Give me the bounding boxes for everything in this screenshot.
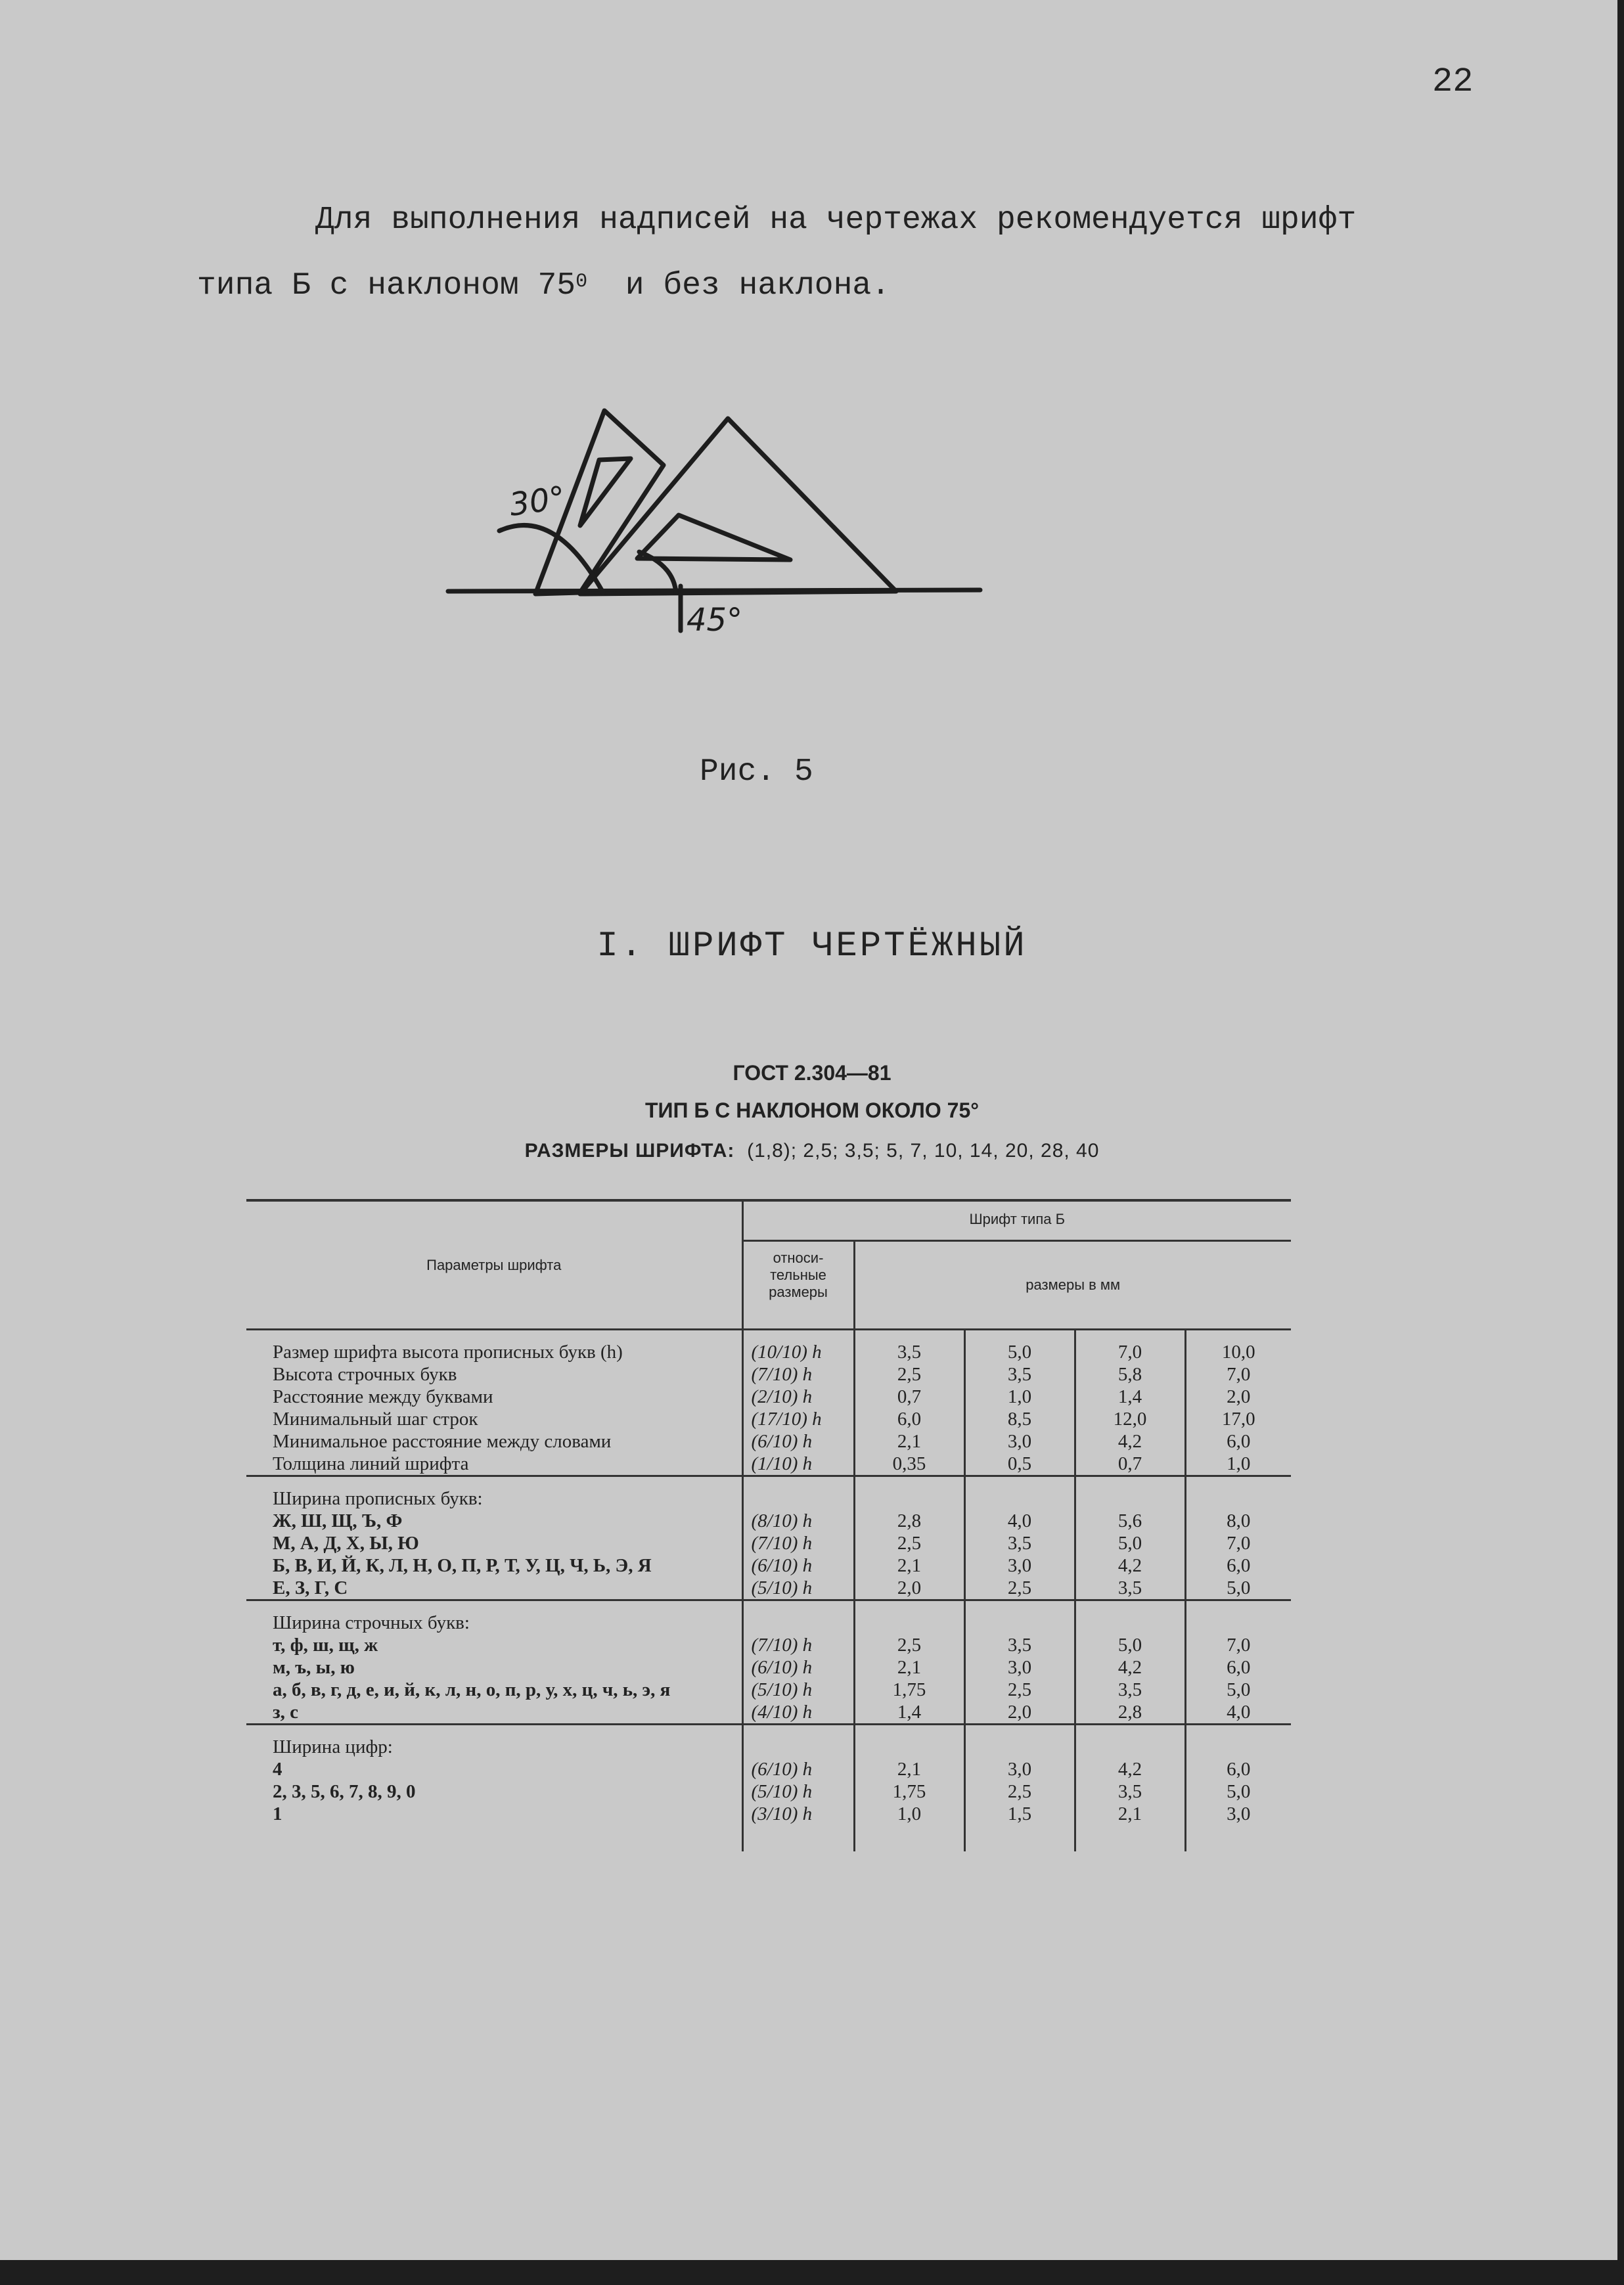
param-cell: Толщина линий шрифта — [273, 1453, 469, 1474]
sizes-label: РАЗМЕРЫ ШРИФТА: — [524, 1140, 735, 1162]
relative-cell: (1/10) h — [742, 1453, 854, 1476]
value-cell: 5,6 — [1075, 1510, 1185, 1532]
value-cell: 2,5 — [964, 1780, 1075, 1803]
value-cell: 0,35 — [854, 1453, 964, 1476]
value-cell: 3,0 — [964, 1758, 1075, 1780]
table-body — [246, 1330, 1291, 1852]
degree-superscript: 0 — [575, 271, 588, 293]
value-cell: 3,0 — [1185, 1803, 1291, 1825]
value-cell: 2,1 — [854, 1554, 964, 1577]
figure-caption: Рис. 5 — [700, 754, 813, 790]
relative-cell: (6/10) h — [742, 1656, 854, 1679]
intro-line-1: Для выполнения надписей на чертежах рекомендуется шрифт — [315, 202, 1357, 238]
param-cell: 2, 3, 5, 6, 7, 8, 9, 0 — [273, 1781, 416, 1802]
table-row — [246, 1510, 1291, 1532]
table-row — [246, 1679, 1291, 1701]
value-cell: 2,8 — [1075, 1701, 1185, 1725]
angle-30-label: 30° — [507, 479, 568, 524]
section-heading-row — [246, 1736, 1291, 1758]
param-cell: а, б, в, г, д, е, и, й, к, л, н, о, п, р, у, х, ц, ч, ь, э, я — [273, 1679, 671, 1700]
value-cell: 4,2 — [1075, 1656, 1185, 1679]
table-row — [246, 1453, 1291, 1476]
value-cell: 2,1 — [854, 1758, 964, 1780]
section-spacer — [246, 1330, 1291, 1342]
value-cell: 2,5 — [964, 1679, 1075, 1701]
value-cell: 3,0 — [964, 1430, 1075, 1453]
param-cell: з, с — [273, 1702, 299, 1723]
value-cell: 12,0 — [1075, 1408, 1185, 1430]
relative-cell: (5/10) h — [742, 1780, 854, 1803]
value-cell: 4,0 — [1185, 1701, 1291, 1725]
param-cell: Высота строчных букв — [273, 1364, 457, 1385]
intro-line-2-end: и без наклона. — [587, 268, 890, 304]
section-heading-row — [246, 1487, 1291, 1510]
value-cell: 4,2 — [1075, 1758, 1185, 1780]
value-cell: 2,5 — [854, 1363, 964, 1386]
relative-cell: (7/10) h — [742, 1532, 854, 1554]
param-cell: Расстояние между буквами — [273, 1386, 493, 1407]
value-cell: 0,7 — [1075, 1453, 1185, 1476]
value-cell: 4,0 — [964, 1510, 1075, 1532]
triangle-45-inner — [637, 515, 790, 560]
triangle-30-inner — [580, 459, 631, 526]
header-mm: размеры в мм — [854, 1241, 1291, 1330]
value-cell: 2,1 — [854, 1656, 964, 1679]
font-parameters-table — [246, 1199, 1291, 1851]
value-cell: 6,0 — [1185, 1758, 1291, 1780]
intro-line-2 — [197, 253, 1445, 319]
table-row — [246, 1430, 1291, 1453]
section-heading-row — [246, 1612, 1291, 1634]
value-cell: 3,5 — [964, 1634, 1075, 1656]
value-cell: 5,0 — [1075, 1532, 1185, 1554]
table-row — [246, 1634, 1291, 1656]
value-cell: 3,0 — [964, 1656, 1075, 1679]
relative-cell: (5/10) h — [742, 1679, 854, 1701]
value-cell: 8,0 — [1185, 1510, 1291, 1532]
relative-cell: (7/10) h — [742, 1634, 854, 1656]
section-heading: Ширина прописных букв: — [273, 1488, 483, 1509]
value-cell: 2,0 — [964, 1701, 1075, 1725]
relative-cell: (7/10) h — [742, 1363, 854, 1386]
value-cell: 1,0 — [1185, 1453, 1291, 1476]
standard-type: ТИП Б С НАКЛОНОМ ОКОЛО 75° — [644, 1098, 980, 1122]
param-cell: м, ъ, ы, ю — [273, 1657, 355, 1678]
value-cell: 2,5 — [964, 1577, 1075, 1600]
value-cell: 3,0 — [964, 1554, 1075, 1577]
header-relative-text: относи- тельные размеры — [769, 1250, 828, 1300]
section-spacer — [246, 1725, 1291, 1736]
value-cell: 6,0 — [854, 1408, 964, 1430]
param-cell: 1 — [273, 1803, 282, 1824]
value-cell: 2,1 — [1075, 1803, 1185, 1825]
value-cell: 2,1 — [854, 1430, 964, 1453]
relative-cell: (2/10) h — [742, 1386, 854, 1408]
value-cell: 1,5 — [964, 1803, 1075, 1825]
value-cell: 5,0 — [1185, 1780, 1291, 1803]
relative-cell: (4/10) h — [742, 1701, 854, 1725]
value-cell: 4,2 — [1075, 1554, 1185, 1577]
value-cell: 3,5 — [964, 1363, 1075, 1386]
value-cell: 5,0 — [964, 1341, 1075, 1363]
table-row — [246, 1554, 1291, 1577]
param-cell: Б, В, И, Й, К, Л, Н, О, П, Р, Т, У, Ц, Ч, Ь, Э, Я — [273, 1555, 652, 1576]
page-number: 22 — [1432, 62, 1474, 101]
param-cell: 4 — [273, 1759, 282, 1780]
table-row — [246, 1656, 1291, 1679]
standard-sizes — [0, 1140, 1617, 1162]
value-cell: 17,0 — [1185, 1408, 1291, 1430]
table-row — [246, 1532, 1291, 1554]
value-cell: 1,75 — [854, 1679, 964, 1701]
param-cell: Е, З, Г, С — [273, 1577, 348, 1598]
section-spacer — [246, 1600, 1291, 1612]
value-cell: 2,0 — [854, 1577, 964, 1600]
value-cell: 5,8 — [1075, 1363, 1185, 1386]
value-cell: 3,5 — [1075, 1780, 1185, 1803]
value-cell: 5,0 — [1075, 1634, 1185, 1656]
value-cell: 3,5 — [1075, 1577, 1185, 1600]
value-cell: 4,2 — [1075, 1430, 1185, 1453]
value-cell: 6,0 — [1185, 1430, 1291, 1453]
standard-code: ГОСТ 2.304—81 — [733, 1061, 891, 1085]
value-cell: 3,5 — [1075, 1679, 1185, 1701]
value-cell: 7,0 — [1075, 1341, 1185, 1363]
value-cell: 3,5 — [964, 1532, 1075, 1554]
param-cell: Размер шрифта высота прописных букв (h) — [273, 1342, 623, 1363]
value-cell: 0,5 — [964, 1453, 1075, 1476]
table-row — [246, 1577, 1291, 1600]
value-cell: 7,0 — [1185, 1634, 1291, 1656]
triangle-45-outer — [580, 419, 896, 594]
table-row — [246, 1803, 1291, 1825]
table-row — [246, 1363, 1291, 1386]
value-cell: 6,0 — [1185, 1656, 1291, 1679]
param-cell: т, ф, ш, щ, ж — [273, 1635, 378, 1656]
param-cell: Ж, Ш, Щ, Ъ, Ф — [273, 1510, 403, 1531]
param-cell: М, А, Д, Х, Ы, Ю — [273, 1533, 419, 1554]
value-cell: 1,0 — [964, 1386, 1075, 1408]
angle-45-label: 45° — [687, 602, 743, 639]
value-cell: 7,0 — [1185, 1532, 1291, 1554]
value-cell: 5,0 — [1185, 1679, 1291, 1701]
relative-cell: (17/10) h — [742, 1408, 854, 1430]
value-cell: 2,5 — [854, 1532, 964, 1554]
relative-cell: (10/10) h — [742, 1341, 854, 1363]
param-cell: Минимальное расстояние между словами — [273, 1431, 612, 1452]
section-spacer — [246, 1476, 1291, 1488]
header-relative — [742, 1241, 854, 1330]
intro-paragraph — [197, 187, 1445, 319]
section-heading: Ширина строчных букв: — [273, 1612, 470, 1633]
relative-cell: (6/10) h — [742, 1430, 854, 1453]
table-row — [246, 1780, 1291, 1803]
value-cell: 2,0 — [1185, 1386, 1291, 1408]
value-cell: 0,7 — [854, 1386, 964, 1408]
table-end-spacer — [246, 1825, 1291, 1851]
value-cell: 1,4 — [1075, 1386, 1185, 1408]
intro-line-2-text: типа Б с наклоном 75 — [197, 268, 576, 304]
relative-cell: (8/10) h — [742, 1510, 854, 1532]
value-cell: 10,0 — [1185, 1341, 1291, 1363]
table-row — [246, 1408, 1291, 1430]
sizes-values: (1,8); 2,5; 3,5; 5, 7, 10, 14, 20, 28, 40 — [747, 1140, 1100, 1162]
section-title: I. ШРИФТ ЧЕРТЁЖНЫЙ — [597, 926, 1027, 966]
value-cell: 6,0 — [1185, 1554, 1291, 1577]
relative-cell: (3/10) h — [742, 1803, 854, 1825]
table-row — [246, 1341, 1291, 1363]
value-cell: 2,5 — [854, 1634, 964, 1656]
value-cell: 1,4 — [854, 1701, 964, 1725]
triangles-figure — [440, 394, 999, 670]
table-row — [246, 1701, 1291, 1725]
table-row — [246, 1758, 1291, 1780]
value-cell: 1,0 — [854, 1803, 964, 1825]
value-cell: 7,0 — [1185, 1363, 1291, 1386]
value-cell: 8,5 — [964, 1408, 1075, 1430]
value-cell: 1,75 — [854, 1780, 964, 1803]
header-group: Шрифт типа Б — [742, 1200, 1291, 1241]
value-cell: 2,8 — [854, 1510, 964, 1532]
relative-cell: (5/10) h — [742, 1577, 854, 1600]
value-cell: 5,0 — [1185, 1577, 1291, 1600]
header-params: Параметры шрифта — [426, 1256, 562, 1273]
relative-cell: (6/10) h — [742, 1554, 854, 1577]
value-cell: 3,5 — [854, 1341, 964, 1363]
table-row — [246, 1386, 1291, 1408]
param-cell: Минимальный шаг строк — [273, 1409, 478, 1430]
relative-cell: (6/10) h — [742, 1758, 854, 1780]
section-heading: Ширина цифр: — [273, 1736, 393, 1757]
